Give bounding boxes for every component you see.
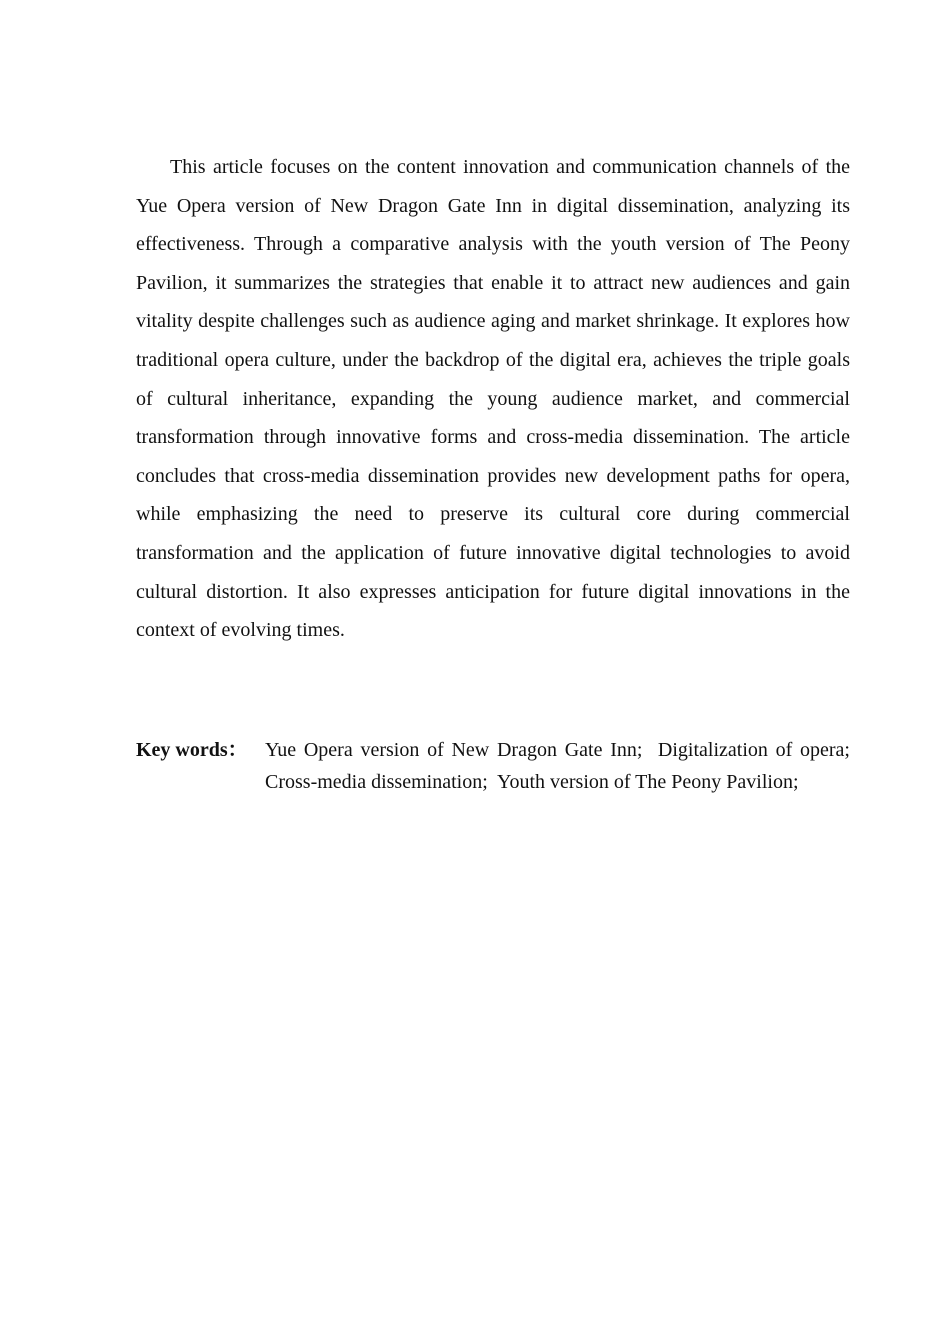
abstract-paragraph: This article focuses on the content innovation and communication channels of the Yue Opera version of New Dragon Gate Inn in digital dissemination, analyzing its effectiveness. Through a comparative analysis with the youth version of The Peony Pavilion, it summarizes the strategies that enable it to attract new audiences and gain vitality despite challenges such as audience aging and market shrinkage. It explores how traditional opera culture, under the backdrop of the digital era, achieves the triple goals of cultural inheritance, expanding the young audience market, and commercial transformation through innovative forms and cross-media dissemination. The article concludes that cross-media dissemination provides new development paths for opera, while emphasizing the need to preserve its cultural core during commercial transformation and the application of future innovative digital technologies to avoid cultural distortion. It also expresses anticipation for future digital innovations in the context of evolving times.: [136, 156, 850, 642]
keywords-text: Yue Opera version of New Dragon Gate Inn; Digitalization of opera; Cross-media dissemination; Youth version of The Peony Pavilion;: [265, 739, 860, 793]
keywords-section: [136, 734, 860, 798]
keywords-label: Key words：: [136, 739, 248, 761]
